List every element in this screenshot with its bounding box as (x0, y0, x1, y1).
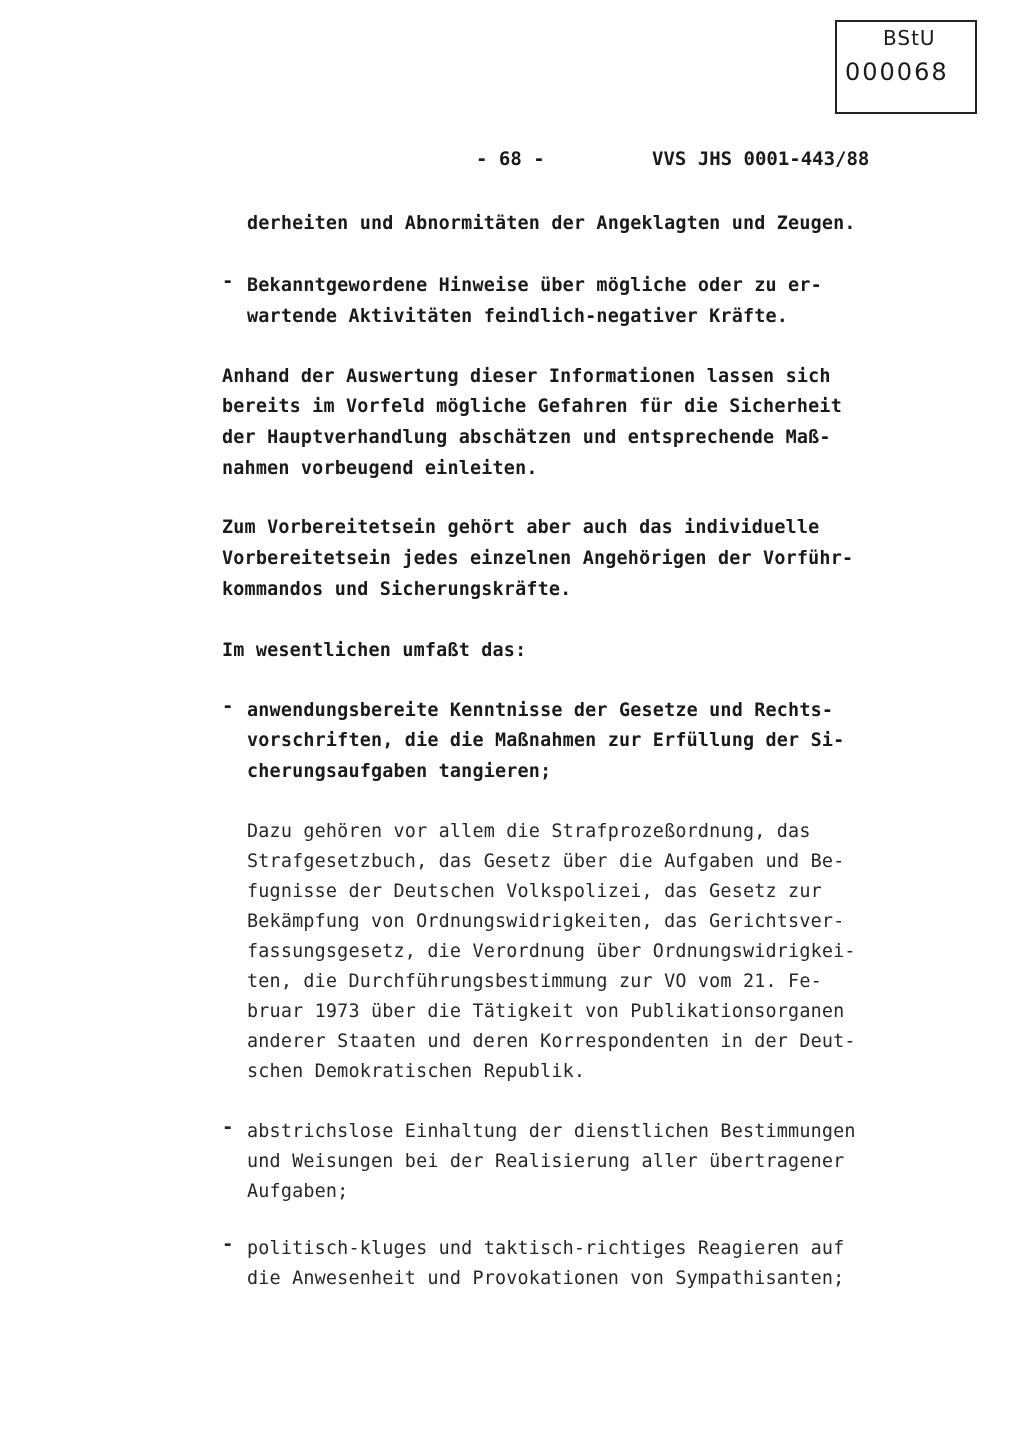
stamp-number: 000068 (845, 58, 949, 86)
bullet-2-line-1: anwendungsbereite Kenntnisse der Gesetze und Rechts- (247, 700, 834, 721)
paragraph-3: Im wesentlichen umfaßt das: (222, 640, 527, 661)
detail-line-4: Bekämpfung von Ordnungswidrigkeiten, das Gerichtsver- (247, 911, 845, 932)
detail-line-2: Strafgesetzbuch, das Gesetz über die Aufgaben und Be- (247, 851, 845, 872)
detail-line-1: Dazu gehören vor allem die Strafprozeßordnung, das (247, 821, 811, 842)
bullet-1-line-2: wartende Aktivitäten feindlich-negativer Kräfte. (247, 306, 789, 327)
bullet-3-line-3: Aufgaben; (247, 1181, 349, 1202)
document-reference: VVS JHS 0001-443/88 (652, 148, 870, 170)
bullet-2-line-3: cherungsaufgaben tangieren; (247, 761, 552, 782)
bullet-4-line-1: politisch-kluges und taktisch-richtiges Reagieren auf (247, 1238, 845, 1259)
paragraph-1-line-2: bereits im Vorfeld mögliche Gefahren für die Sicherheit (222, 396, 842, 417)
detail-line-3: fugnisse der Deutschen Volkspolizei, das Gesetz zur (247, 881, 822, 902)
detail-line-5: fassungsgesetz, die Verordnung über Ordnungswidrigkei- (247, 941, 856, 962)
bullet-dash: - (222, 695, 234, 717)
paragraph-1-line-3: der Hauptverhandlung abschätzen und entsprechende Maß- (222, 427, 831, 448)
detail-line-8: anderer Staaten und deren Korrespondenten in der Deut- (247, 1031, 856, 1052)
bullet-dash: - (222, 270, 234, 292)
paragraph-1-line-1: Anhand der Auswertung dieser Informationen lassen sich (222, 366, 831, 387)
bullet-3-line-2: und Weisungen bei der Realisierung aller übertragener (247, 1151, 845, 1172)
detail-line-6: ten, die Durchführungsbestimmung zur VO vom 21. Fe- (247, 971, 822, 992)
bullet-1-line-1: Bekanntgewordene Hinweise über mögliche oder zu er- (247, 275, 822, 296)
bullet-dash: - (222, 1233, 234, 1255)
paragraph-2-line-2: Vorbereitetsein jedes einzelnen Angehörigen der Vorführ- (222, 548, 854, 569)
stamp-label: BStU (883, 26, 936, 50)
continuation-line: derheiten und Abnormitäten der Angeklagten und Zeugen. (247, 213, 856, 234)
page-number: - 68 - (476, 148, 545, 170)
bullet-dash: - (222, 1116, 234, 1138)
paragraph-1-line-4: nahmen vorbeugend einleiten. (222, 458, 538, 479)
bullet-4-line-2: die Anwesenheit und Provokationen von Sympathisanten; (247, 1268, 845, 1289)
bullet-2-line-2: vorschriften, die die Maßnahmen zur Erfüllung der Si- (247, 730, 845, 751)
paragraph-2-line-1: Zum Vorbereitetsein gehört aber auch das individuelle (222, 517, 820, 538)
detail-line-7: bruar 1973 über die Tätigkeit von Publikationsorganen (247, 1001, 845, 1022)
paragraph-2-line-3: kommandos und Sicherungskräfte. (222, 579, 572, 600)
detail-line-9: schen Demokratischen Republik. (247, 1061, 586, 1082)
archive-stamp (835, 20, 977, 114)
bullet-3-line-1: abstrichslose Einhaltung der dienstlichen Bestimmungen (247, 1121, 856, 1142)
